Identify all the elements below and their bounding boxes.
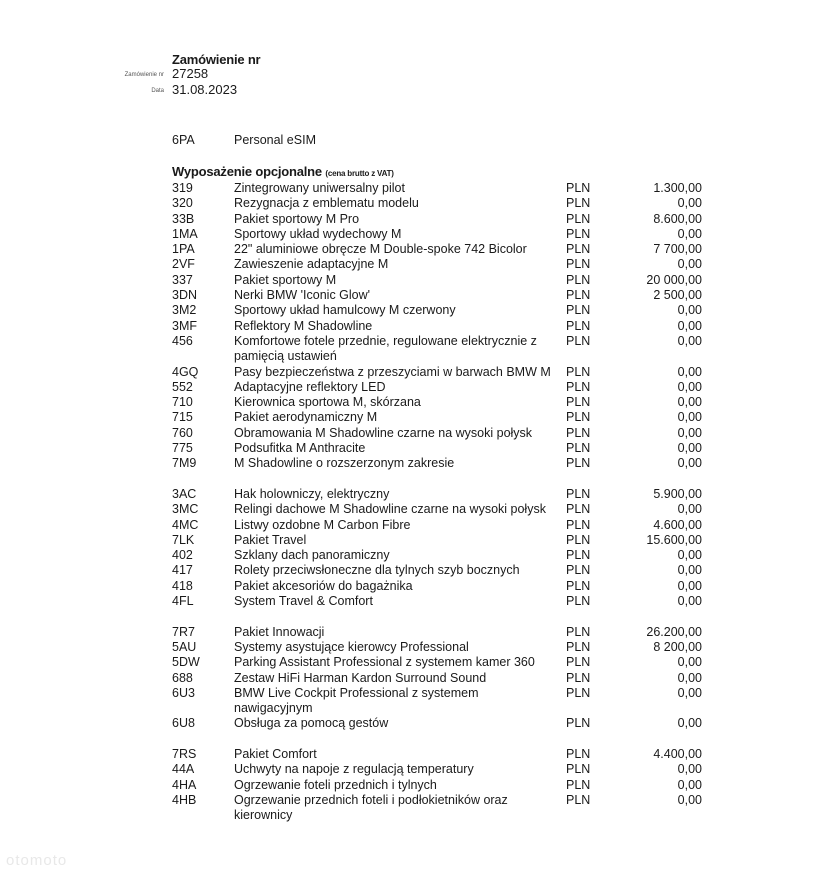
item-description: BMW Live Cockpit Professional z systemem nawigacyjnym xyxy=(234,685,479,716)
item-price: 4.600,00 xyxy=(653,517,702,532)
item-price: 0,00 xyxy=(677,655,702,670)
item-currency: PLN xyxy=(566,303,591,318)
item-price: 2 500,00 xyxy=(653,288,702,303)
item-description: Listwy ozdobne M Carbon Fibre xyxy=(234,517,411,532)
item-price: 0,00 xyxy=(677,226,702,241)
item-description: Uchwyty na napoje z regulacją temperatury xyxy=(234,762,474,777)
item-code: 3MC xyxy=(172,502,199,517)
item-currency: PLN xyxy=(566,242,591,257)
item-description: Podsufitka M Anthracite xyxy=(234,441,366,456)
item-code: 33B xyxy=(172,211,195,226)
order-number: 27258 xyxy=(172,66,209,81)
item-currency: PLN xyxy=(566,594,591,609)
item-code: 1PA xyxy=(172,242,195,257)
item-code: 4FL xyxy=(172,594,194,609)
option-row xyxy=(172,242,712,257)
item-currency: PLN xyxy=(566,777,591,792)
item-price: 0,00 xyxy=(677,257,702,272)
item-code: 760 xyxy=(172,425,193,440)
option-row xyxy=(172,716,712,731)
item-currency: PLN xyxy=(566,670,591,685)
item-code: 4HA xyxy=(172,777,197,792)
item-price: 20 000,00 xyxy=(646,272,702,287)
item-code: 552 xyxy=(172,379,193,394)
option-row xyxy=(172,426,712,441)
item-description: Obsługa za pomocą gestów xyxy=(234,716,389,731)
item-price: 0,00 xyxy=(677,410,702,425)
item-description: Ogrzewanie przednich foteli i podłokietników oraz kierownicy xyxy=(234,792,508,823)
item-price: 8.600,00 xyxy=(653,211,702,226)
option-row xyxy=(172,288,712,303)
item-currency: PLN xyxy=(566,563,591,578)
item-code: 4MC xyxy=(172,517,199,532)
order-number-row xyxy=(60,66,260,82)
option-row xyxy=(172,625,712,640)
item-description: Pakiet akcesoriów do bagażnika xyxy=(234,578,413,593)
item-currency: PLN xyxy=(566,685,591,700)
item-code: 6PA xyxy=(172,133,195,147)
option-row xyxy=(172,640,712,655)
item-price: 0,00 xyxy=(677,685,702,700)
item-description: Hak holowniczy, elektryczny xyxy=(234,486,390,501)
option-row xyxy=(172,410,712,425)
item-description: Pasy bezpieczeństwa z przeszyciami w barwach BMW M xyxy=(234,364,551,379)
option-row xyxy=(172,441,712,456)
item-code: 775 xyxy=(172,441,193,456)
option-row xyxy=(172,793,712,824)
item-code: 44A xyxy=(172,762,195,777)
option-row xyxy=(172,395,712,410)
item-description: Rolety przeciwsłoneczne dla tylnych szyb bocznych xyxy=(234,563,520,578)
watermark: otomoto xyxy=(6,852,68,869)
item-currency: PLN xyxy=(566,792,591,807)
options-list xyxy=(172,181,712,823)
item-currency: PLN xyxy=(566,226,591,241)
item-code: 418 xyxy=(172,578,193,593)
item-price: 8 200,00 xyxy=(653,639,702,654)
item-currency: PLN xyxy=(566,624,591,639)
item-currency: PLN xyxy=(566,425,591,440)
option-row xyxy=(172,456,712,471)
item-description: Systemy asystujące kierowcy Professional xyxy=(234,639,469,654)
item-description: Rezygnacja z emblematu modelu xyxy=(234,196,419,211)
item-description: 22" aluminiowe obręcze M Double-spoke 742 Bicolor xyxy=(234,242,527,257)
item-description: Sportowy układ hamulcowy M czerwony xyxy=(234,303,456,318)
option-row xyxy=(172,365,712,380)
item-price: 0,00 xyxy=(677,563,702,578)
item-price: 0,00 xyxy=(677,762,702,777)
item-code: 715 xyxy=(172,410,193,425)
item-currency: PLN xyxy=(566,517,591,532)
item-code: 3MF xyxy=(172,318,197,333)
option-row xyxy=(172,212,712,227)
item-currency: PLN xyxy=(566,441,591,456)
item-code: 710 xyxy=(172,395,193,410)
section-heading xyxy=(172,164,394,179)
item-code: 337 xyxy=(172,272,193,287)
item-price: 0,00 xyxy=(677,333,702,348)
item-description: Parking Assistant Professional z systemem kamer 360 xyxy=(234,655,535,670)
item-price: 0,00 xyxy=(677,318,702,333)
item-price: 0,00 xyxy=(677,578,702,593)
item-currency: PLN xyxy=(566,716,591,731)
item-description: Adaptacyjne reflektory LED xyxy=(234,379,386,394)
section-note: (cena brutto z VAT) xyxy=(325,169,394,178)
option-row xyxy=(172,196,712,211)
item-price: 4.400,00 xyxy=(653,746,702,761)
item-currency: PLN xyxy=(566,364,591,379)
item-currency: PLN xyxy=(566,288,591,303)
item-currency: PLN xyxy=(566,456,591,471)
item-currency: PLN xyxy=(566,532,591,547)
option-row xyxy=(172,227,712,242)
item-price: 0,00 xyxy=(677,792,702,807)
item-description: Pakiet Comfort xyxy=(234,746,317,761)
item-code: 2VF xyxy=(172,257,195,272)
item-currency: PLN xyxy=(566,196,591,211)
option-row xyxy=(172,257,712,272)
item-description: Pakiet Travel xyxy=(234,532,307,547)
item-price: 0,00 xyxy=(677,364,702,379)
option-row xyxy=(172,594,712,609)
item-currency: PLN xyxy=(566,578,591,593)
item-description: Pakiet aerodynamiczny M xyxy=(234,410,378,425)
option-row xyxy=(172,747,712,762)
item-code: 319 xyxy=(172,181,193,195)
item-description: Reflektory M Shadowline xyxy=(234,318,373,333)
item-code: 456 xyxy=(172,333,193,348)
item-currency: PLN xyxy=(566,333,591,348)
item-code: 3AC xyxy=(172,486,197,501)
item-currency: PLN xyxy=(566,410,591,425)
item-description: Pakiet sportowy M xyxy=(234,272,337,287)
item-code: 5AU xyxy=(172,639,197,654)
item-code: 1MA xyxy=(172,226,198,241)
item-description: Ogrzewanie foteli przednich i tylnych xyxy=(234,777,437,792)
option-row xyxy=(172,533,712,548)
item-currency: PLN xyxy=(566,379,591,394)
option-row xyxy=(172,273,712,288)
item-code: 6U3 xyxy=(172,685,195,700)
item-code: 320 xyxy=(172,196,193,211)
order-date-label: Data xyxy=(151,88,164,94)
option-row xyxy=(172,319,712,334)
option-row xyxy=(172,334,712,365)
option-row xyxy=(172,518,712,533)
item-currency: PLN xyxy=(566,486,591,501)
item-price: 0,00 xyxy=(677,379,702,394)
option-row xyxy=(172,380,712,395)
item-code: 688 xyxy=(172,670,193,685)
item-description: Komfortowe fotele przednie, regulowane elektrycznie z pamięcią ustawień xyxy=(234,333,537,364)
item-code: 4HB xyxy=(172,792,197,807)
item-description: Relingi dachowe M Shadowline czarne na wysoki połysk xyxy=(234,502,546,517)
item-price: 0,00 xyxy=(677,716,702,731)
item-currency: PLN xyxy=(566,272,591,287)
option-row xyxy=(172,671,712,686)
item-currency: PLN xyxy=(566,655,591,670)
item-code: 7R7 xyxy=(172,624,195,639)
option-row xyxy=(172,487,712,502)
group-spacer xyxy=(172,472,712,487)
group-spacer xyxy=(172,732,712,747)
item-currency: PLN xyxy=(566,318,591,333)
item-currency: PLN xyxy=(566,257,591,272)
document-title: Zamówienie nr xyxy=(172,52,261,67)
item-description: Sportowy układ wydechowy M xyxy=(234,226,402,241)
item-description: M Shadowline o rozszerzonym zakresie xyxy=(234,456,455,471)
item-currency: PLN xyxy=(566,639,591,654)
item-currency: PLN xyxy=(566,395,591,410)
item-code: 6U8 xyxy=(172,716,195,731)
item-code: 417 xyxy=(172,563,193,578)
item-currency: PLN xyxy=(566,181,591,195)
item-description: Pakiet Innowacji xyxy=(234,624,325,639)
item-code: 7M9 xyxy=(172,456,197,471)
item-price: 0,00 xyxy=(677,303,702,318)
item-description: Personal eSIM xyxy=(234,133,316,147)
group-spacer xyxy=(172,609,712,624)
item-code: 4GQ xyxy=(172,364,199,379)
item-price: 7 700,00 xyxy=(653,242,702,257)
option-row xyxy=(172,563,712,578)
item-code: 402 xyxy=(172,548,193,563)
item-price: 0,00 xyxy=(677,594,702,609)
item-currency: PLN xyxy=(566,502,591,517)
item-price: 0,00 xyxy=(677,777,702,792)
item-price: 0,00 xyxy=(677,456,702,471)
item-description: Pakiet sportowy M Pro xyxy=(234,211,360,226)
item-description: Obramowania M Shadowline czarne na wysoki połysk xyxy=(234,425,533,440)
section-title: Wyposażenie opcjonalne xyxy=(172,164,322,179)
option-row xyxy=(172,655,712,670)
option-row xyxy=(172,579,712,594)
item-description: Zestaw HiFi Harman Kardon Surround Sound xyxy=(234,670,487,685)
item-description: Nerki BMW 'Iconic Glow' xyxy=(234,288,371,303)
item-price: 0,00 xyxy=(677,441,702,456)
order-date-row xyxy=(60,82,260,98)
item-price: 15.600,00 xyxy=(646,532,702,547)
item-currency: PLN xyxy=(566,548,591,563)
item-price: 26.200,00 xyxy=(646,624,702,639)
item-price: 0,00 xyxy=(677,670,702,685)
item-currency: PLN xyxy=(566,762,591,777)
item-code: 3DN xyxy=(172,288,198,303)
item-description: Zintegrowany uniwersalny pilot xyxy=(234,181,405,195)
option-row xyxy=(172,762,712,777)
item-description: Szklany dach panoramiczny xyxy=(234,548,390,563)
option-row xyxy=(172,548,712,563)
item-price: 0,00 xyxy=(677,395,702,410)
item-currency: PLN xyxy=(566,746,591,761)
option-row xyxy=(172,303,712,318)
item-description: Kierownica sportowa M, skórzana xyxy=(234,395,421,410)
item-description: Zawieszenie adaptacyjne M xyxy=(234,257,389,272)
item-price: 0,00 xyxy=(677,196,702,211)
item-price: 0,00 xyxy=(677,425,702,440)
order-date: 31.08.2023 xyxy=(172,82,238,97)
item-price: 5.900,00 xyxy=(653,486,702,501)
item-price: 0,00 xyxy=(677,548,702,563)
order-number-label: Zamówienie nr xyxy=(124,72,164,78)
item-price: 1.300,00 xyxy=(653,181,702,195)
item-code: 7LK xyxy=(172,532,195,547)
option-row xyxy=(172,181,712,196)
item-description: System Travel & Comfort xyxy=(234,594,373,609)
option-row xyxy=(172,778,712,793)
item-code: 3M2 xyxy=(172,303,197,318)
item-code: 5DW xyxy=(172,655,200,670)
item-price: 0,00 xyxy=(677,502,702,517)
option-row xyxy=(172,502,712,517)
option-row xyxy=(172,686,712,717)
item-currency: PLN xyxy=(566,211,591,226)
item-code: 7RS xyxy=(172,746,197,761)
